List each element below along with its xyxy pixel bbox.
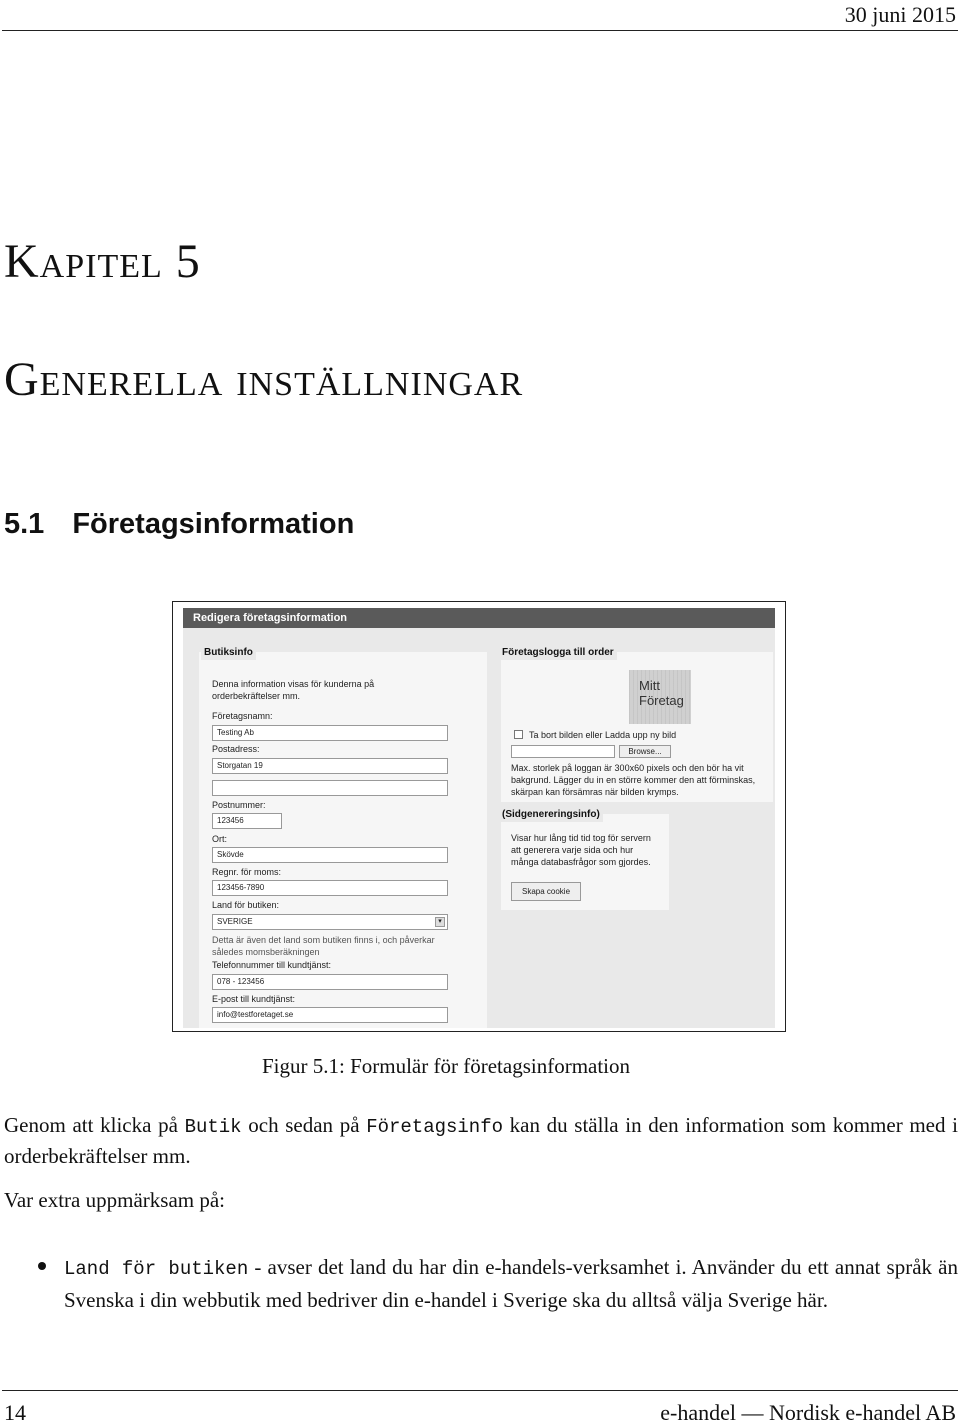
bullet-item <box>64 1252 958 1316</box>
chapter-title: Generella inställningar <box>4 353 524 406</box>
footer-rule <box>2 1390 958 1391</box>
bullet-code: Land för butiken <box>64 1258 249 1280</box>
sidgenerering-text: Visar hur lång tid tid tog för servern att generera varje sida och hur många databasfrågor som gjordes. <box>511 833 651 867</box>
bullet-text: - avser det land du har din e-handels-verksamhet i. Använder du ett annat språk än Svenska i din webbutik med bedriver din e-handel i Sverige ska du alltså välja Sverige här. <box>64 1255 958 1312</box>
city-input[interactable]: Skövde <box>212 847 448 863</box>
create-cookie-button[interactable]: Skapa cookie <box>511 882 581 901</box>
section-number: 5.1 <box>4 508 45 540</box>
country-label: Land för butiken: <box>212 900 280 910</box>
sidgenerering-legend: (Sidgenereringsinfo) <box>499 808 603 822</box>
file-input[interactable] <box>511 745 615 758</box>
remove-logo-checkbox[interactable] <box>514 730 523 739</box>
email-label: E-post till kundtjänst: <box>212 994 296 1004</box>
butiksinfo-panel <box>199 652 487 1028</box>
address2-input[interactable] <box>212 780 448 796</box>
p1-text-c: kan du ställa in den information som kommer med i orderbekräftelser mm. <box>4 1113 958 1168</box>
country-select[interactable] <box>212 914 448 930</box>
p1-code-foretagsinfo: Företagsinfo <box>366 1116 504 1138</box>
country-value: SVERIGE <box>217 917 253 926</box>
logo-legend: Företagslogga till order <box>499 646 617 660</box>
address-input[interactable]: Storgatan 19 <box>212 758 448 774</box>
logo-text-1: Mitt <box>639 678 660 693</box>
company-name-input[interactable]: Testing Ab <box>212 725 448 741</box>
vat-input[interactable]: 123456-7890 <box>212 880 448 896</box>
p1-text-a: Genom att klicka på <box>4 1113 185 1137</box>
p1-code-butik: Butik <box>184 1116 242 1138</box>
section-heading <box>4 508 354 541</box>
window-title: Redigera företagsinformation <box>183 608 775 628</box>
logo-text-2: Företag <box>639 693 684 708</box>
zip-input[interactable]: 123456 <box>212 813 282 829</box>
footer-title: e-handel — Nordisk e-handel AB <box>660 1400 956 1425</box>
country-help: Detta är även det land som butiken finns i, och påverkar således momsberäkningen <box>212 935 435 957</box>
page-number: 14 <box>4 1400 26 1425</box>
phone-label: Telefonnummer till kundtjänst: <box>212 960 332 970</box>
logo-image <box>629 670 691 724</box>
vat-label: Regnr. för moms: <box>212 867 282 877</box>
paragraph-intro <box>4 1111 958 1171</box>
header-date: 30 juni 2015 <box>844 2 956 27</box>
figure-screenshot <box>172 601 786 1032</box>
company-name-label: Företagsnamn: <box>212 711 273 721</box>
remove-logo-label: Ta bort bilden eller Ladda upp ny bild <box>529 730 677 740</box>
header-rule <box>2 30 958 31</box>
bullet-icon <box>38 1262 46 1270</box>
paragraph-attention: Var extra uppmärksam på: <box>4 1188 226 1212</box>
chapter-label: Kapitel 5 <box>4 235 201 288</box>
city-label: Ort: <box>212 834 227 844</box>
zip-label: Postnummer: <box>212 800 266 810</box>
figure-caption: Figur 5.1: Formulär för företagsinformation <box>262 1054 631 1078</box>
section-title: Företagsinformation <box>72 508 355 540</box>
butiksinfo-intro: Denna information visas för kunderna på orderbekräftelser mm. <box>212 679 375 701</box>
logo-size-help: Max. storlek på loggan är 300x60 pixels och den bör ha vit bakgrund. Lägger du in en större kommer den att förminskas, skärpan kan försämras när bilden krymps. <box>511 763 756 797</box>
chevron-down-icon: ▾ <box>435 917 445 927</box>
phone-input[interactable]: 078 - 123456 <box>212 974 448 990</box>
screenshot-window <box>183 608 775 1028</box>
address-label: Postadress: <box>212 744 260 754</box>
butiksinfo-legend: Butiksinfo <box>201 646 256 660</box>
p1-text-b: och sedan på <box>241 1113 367 1137</box>
email-input[interactable]: info@testforetaget.se <box>212 1007 448 1023</box>
browse-button[interactable]: Browse... <box>619 745 671 758</box>
